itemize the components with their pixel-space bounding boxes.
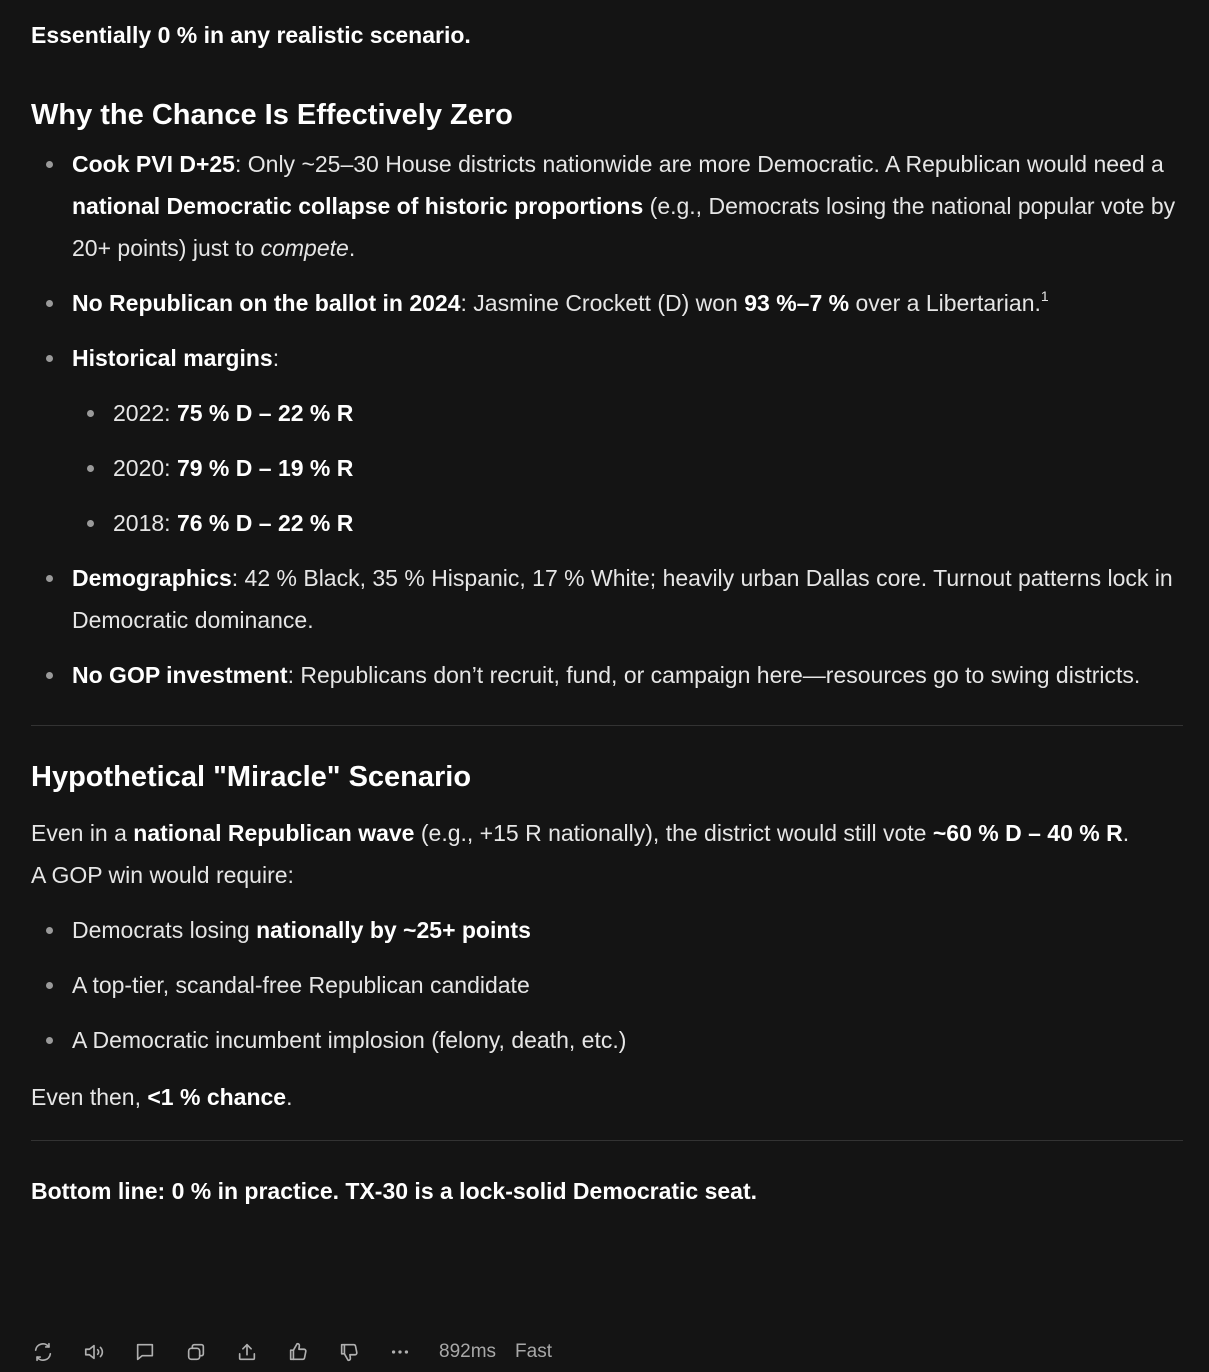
footnote-ref[interactable]: 1 bbox=[1040, 288, 1049, 304]
bottom-line: Bottom line: 0 % in practice. TX-30 is a lock-solid Democratic seat. bbox=[31, 1178, 758, 1204]
requirements-list bbox=[31, 909, 1183, 1061]
mode-label: Fast bbox=[515, 1341, 552, 1362]
thumbs-up-icon[interactable] bbox=[286, 1340, 310, 1364]
list-item-req1: Democrats losing nationally by ~25+ points bbox=[31, 909, 1183, 951]
list-item-pvi: Cook PVI D+25: Only ~25–30 House districts nationwide are more Democratic. A Republican would need a national Democratic collapse of historic proportions (e.g., Democrats losing the national popular vote by 20+ points) just to compete. bbox=[31, 143, 1183, 269]
require-line: A GOP win would require: bbox=[31, 862, 294, 888]
why-heading: Why the Chance Is Effectively Zero bbox=[31, 99, 513, 131]
list-item-req2: A top-tier, scandal-free Republican candidate bbox=[31, 964, 1183, 1006]
why-list bbox=[31, 143, 1183, 696]
share-icon[interactable] bbox=[235, 1340, 259, 1364]
even-then-line: Even then, <1 % chance. bbox=[31, 1084, 293, 1110]
divider bbox=[31, 1140, 1183, 1141]
list-item-2020: 2020: 79 % D – 19 % R bbox=[72, 447, 1183, 489]
miracle-paragraph: Even in a national Republican wave (e.g., +15 R nationally), the district would still vote ~60 % D – 40 % R. bbox=[31, 820, 1130, 846]
historical-list bbox=[72, 392, 1183, 544]
list-item-historical: Historical margins: 2022: 75 % D – 22 % R 2020: 79 % D – 19 % R 2018: 76 % D – 22 % R bbox=[31, 337, 1183, 544]
copy-icon[interactable] bbox=[184, 1340, 208, 1364]
latency-label: 892ms bbox=[439, 1341, 497, 1362]
read-aloud-icon[interactable] bbox=[82, 1340, 106, 1364]
response-content bbox=[31, 14, 1183, 1212]
more-icon[interactable] bbox=[388, 1340, 412, 1364]
list-item-investment: No GOP investment: Republicans don’t recruit, fund, or campaign here—resources go to swing districts. bbox=[31, 654, 1183, 696]
intro-line: Essentially 0 % in any realistic scenario. bbox=[31, 22, 471, 48]
divider bbox=[31, 725, 1183, 726]
regenerate-icon[interactable] bbox=[31, 1340, 55, 1364]
comment-icon[interactable] bbox=[133, 1340, 157, 1364]
list-item-ballot: No Republican on the ballot in 2024: Jasmine Crockett (D) won 93 %–7 % over a Libertarian.$^1$ bbox=[31, 282, 1183, 324]
list-item-req3: A Democratic incumbent implosion (felony, death, etc.) bbox=[31, 1019, 1183, 1061]
list-item-2022: 2022: 75 % D – 22 % R bbox=[72, 392, 1183, 434]
list-item-demographics: Demographics: 42 % Black, 35 % Hispanic, 17 % White; heavily urban Dallas core. Turnout patterns lock in Democratic dominance. bbox=[31, 557, 1183, 641]
thumbs-down-icon[interactable] bbox=[337, 1340, 361, 1364]
message-actions-toolbar bbox=[31, 1337, 571, 1367]
miracle-heading: Hypothetical "Miracle" Scenario bbox=[31, 761, 472, 793]
list-item-2018: 2018: 76 % D – 22 % R bbox=[72, 502, 1183, 544]
